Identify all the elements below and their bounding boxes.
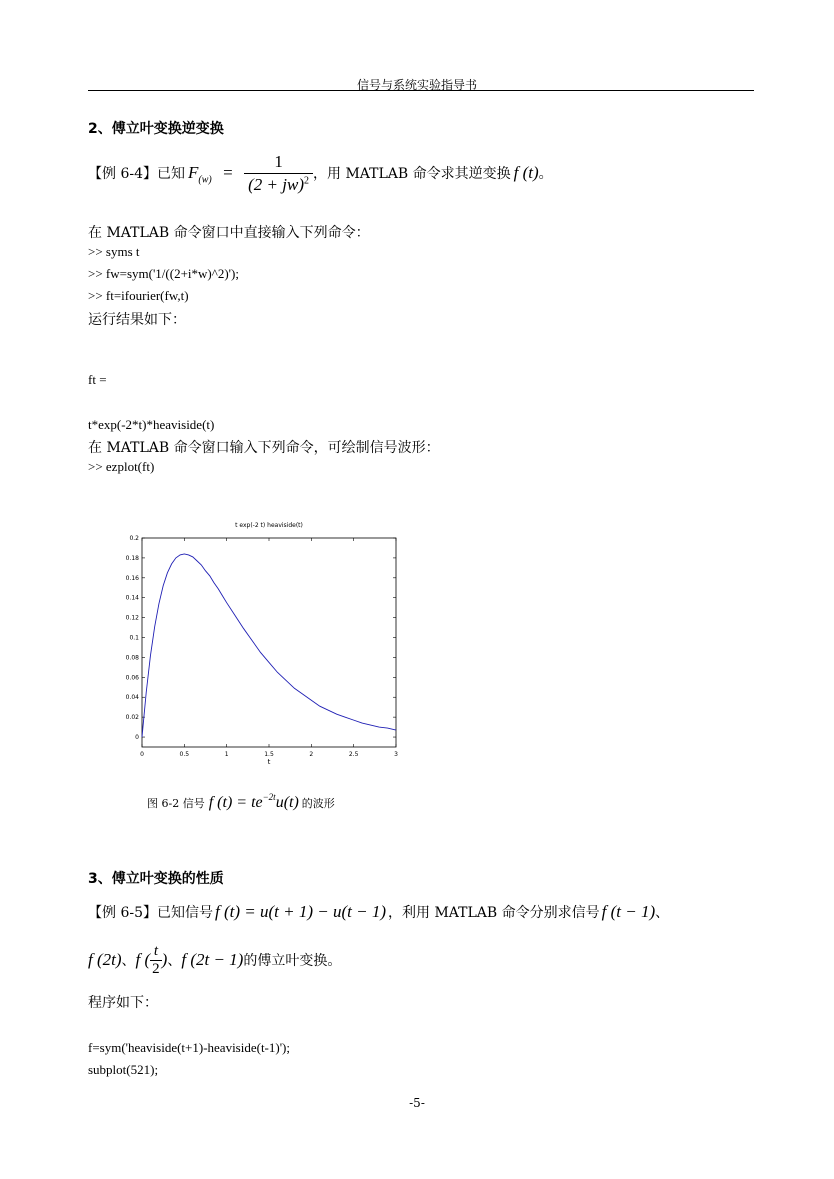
x-axis-label: t (267, 758, 271, 766)
example-intro: 已知信号 (157, 905, 213, 921)
example-mid: ，用 MATLAB 命令求其逆变换 (313, 166, 511, 182)
x-tick-label: 1.5 (264, 751, 274, 758)
example-mid: ，利用 MATLAB 命令分别求信号 (388, 905, 600, 921)
code-plot: >> ezplot(ft) (88, 459, 155, 474)
caption-prefix: 图 6-2 信号 (147, 797, 205, 810)
formula-ft: f (t) (513, 163, 539, 182)
line2-end: 的傅立叶变换。 (243, 953, 342, 969)
example-end: 。 (538, 166, 553, 182)
formula-F-sub: (w) (198, 173, 212, 185)
separator: 、 (655, 905, 670, 921)
formula-eq: = (223, 162, 233, 182)
series-line (142, 554, 396, 737)
y-tick-label: 0.2 (129, 535, 139, 542)
example-formula: f (t) = u(t + 1) − u(t − 1) (215, 902, 386, 921)
result-expression: t*exp(-2*t)*heaviside(t) (88, 417, 215, 432)
x-tick-label: 2 (309, 751, 314, 758)
x-tick-label: 3 (394, 751, 398, 758)
formula-den-text: (2 + jw) (248, 174, 304, 194)
separator: 、 (167, 953, 182, 969)
half-fraction-num: t (150, 943, 162, 961)
formula-numerator: 1 (244, 152, 313, 174)
signal-f-t-half-open: f ( (135, 950, 151, 969)
formula-denominator (244, 174, 313, 195)
header-rule (88, 90, 754, 91)
y-tick-label: 0.18 (125, 554, 139, 562)
example-intro: 已知 (157, 166, 185, 182)
signal-f-t-minus-1: f (t − 1) (601, 902, 656, 921)
paragraph-command-intro: 在 MATLAB 命令窗口中直接输入下列命令： (88, 225, 370, 241)
code-line: >> fw=sym('1/((2+i*w)^2)'); (88, 266, 239, 281)
section-3-heading: 3、傅立叶变换的性质 (88, 871, 224, 887)
y-tick-label: 0.06 (125, 674, 139, 682)
x-tick-label: 0 (140, 751, 144, 758)
code-line: subplot(521); (88, 1062, 159, 1077)
example-label: 【例 6-4】 (88, 166, 157, 182)
y-tick-label: 0.14 (125, 594, 139, 602)
waveform-chart (118, 518, 418, 768)
y-tick-label: 0 (135, 734, 139, 742)
code-line: >> syms t (88, 244, 140, 259)
y-tick-label: 0.02 (125, 714, 139, 722)
x-tick-label: 0.5 (179, 751, 190, 758)
signal-f-2t: f (2t) (88, 950, 122, 969)
caption-exponent: −2t (262, 792, 276, 802)
page-header-title: 信号与系统实验指导书 (356, 78, 477, 92)
section-2-heading: 2、傅立叶变换逆变换 (88, 121, 224, 137)
code-line: >> ft=ifourier(fw,t) (88, 288, 189, 303)
result-variable: ft = (88, 372, 107, 387)
plot-frame (142, 538, 396, 747)
paragraph-plot-intro: 在 MATLAB 命令窗口输入下列命令，可绘制信号波形： (88, 440, 440, 456)
half-fraction-den: 2 (152, 960, 160, 977)
example-6-5-line2 (88, 938, 341, 982)
program-intro: 程序如下： (88, 995, 158, 1011)
caption-suffix: 的波形 (301, 797, 335, 810)
formula-F-symbol: F (188, 162, 199, 182)
y-tick-label: 0.04 (125, 694, 139, 702)
caption-formula-u: u(t) (275, 794, 299, 811)
example-6-4 (88, 150, 553, 196)
x-tick-label: 1 (224, 751, 229, 758)
formula-fraction (244, 152, 313, 195)
formula-den-exp: 2 (304, 174, 309, 186)
half-fraction (150, 943, 162, 978)
y-tick-label: 0.16 (125, 574, 139, 582)
chart-axes (126, 535, 398, 758)
y-tick-label: 0.12 (125, 614, 139, 622)
caption-formula: f (t) = te (208, 794, 263, 811)
code-line: f=sym('heaviside(t+1)-heaviside(t-1)'); (88, 1040, 291, 1055)
formula-F (188, 152, 313, 195)
page-number: -5- (409, 1096, 425, 1110)
signal-f-2t-minus-1: f (2t − 1) (181, 950, 244, 969)
separator: 、 (121, 953, 136, 969)
y-tick-label: 0.1 (129, 634, 139, 642)
example-6-5-line1 (88, 898, 669, 926)
signal-f-t-half-close: ) (161, 950, 168, 969)
figure-caption (147, 790, 335, 816)
example-label: 【例 6-5】 (88, 905, 157, 921)
x-tick-label: 2.5 (348, 751, 359, 758)
result-intro: 运行结果如下： (88, 312, 186, 328)
chart-title: t exp(-2 t) heaviside(t) (235, 522, 303, 529)
y-tick-label: 0.08 (125, 654, 139, 662)
